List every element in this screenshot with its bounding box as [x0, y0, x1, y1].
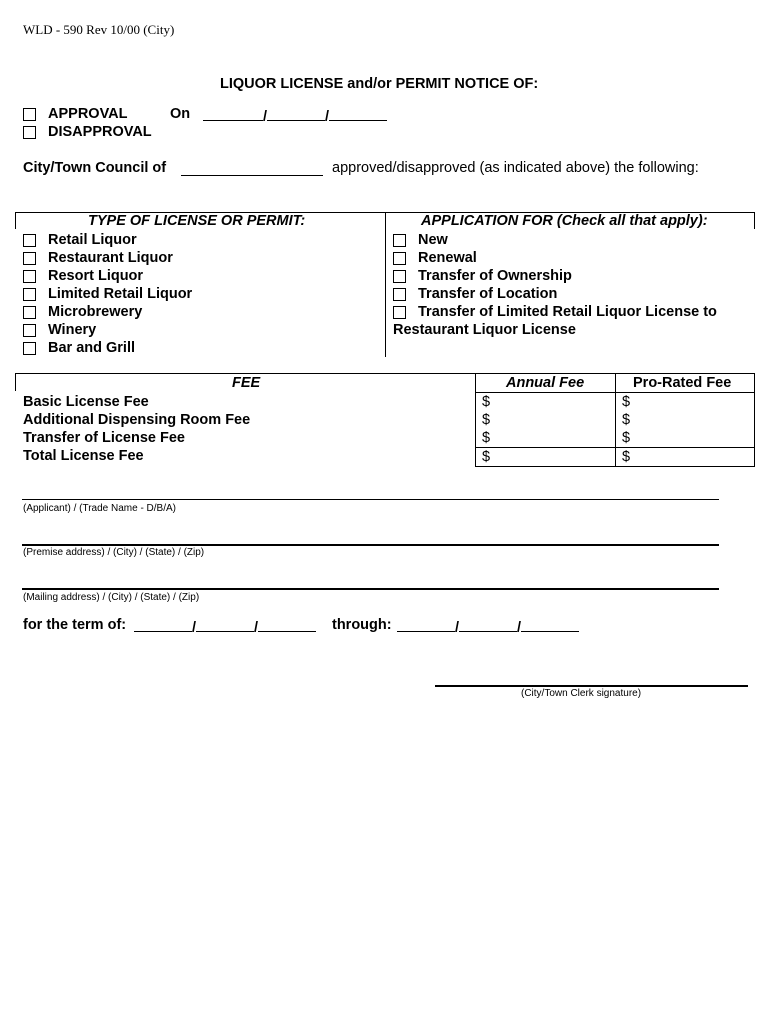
clerk-signature-caption: (City/Town Clerk signature): [521, 688, 642, 699]
fee-row-label: Transfer of License Fee: [23, 430, 185, 446]
prorated-fee-field[interactable]: $: [622, 412, 631, 428]
fee-header-rule: [475, 392, 755, 393]
application-item: Transfer of Limited Retail Liquor License to: [418, 304, 717, 320]
application-item: Transfer of Location: [418, 286, 558, 302]
license-item: Resort Liquor: [48, 268, 144, 284]
fee-top-rule: [15, 373, 755, 374]
fee-row-label: Total License Fee: [23, 448, 144, 464]
on-label: On: [170, 106, 191, 122]
disapproval-label: DISAPPROVAL: [48, 124, 152, 140]
premise-caption: (Premise address) / (City) / (State) / (Zip): [23, 547, 205, 558]
table-right-tick: [754, 212, 755, 229]
application-checkbox[interactable]: [393, 252, 406, 265]
application-checkbox[interactable]: [393, 306, 406, 319]
license-type-header: TYPE OF LICENSE OR PERMIT:: [88, 213, 306, 229]
mailing-address-line[interactable]: [22, 588, 719, 590]
date-separator: /: [192, 620, 197, 636]
annual-fee-field[interactable]: $: [482, 449, 491, 465]
clerk-signature-line[interactable]: [435, 685, 748, 687]
total-row-rule: [475, 447, 755, 448]
license-checkbox[interactable]: [23, 342, 36, 355]
license-item: Limited Retail Liquor: [48, 286, 193, 302]
term-label: for the term of:: [23, 617, 127, 633]
application-for-header: APPLICATION FOR (Check all that apply):: [421, 213, 708, 229]
fee-right-border: [754, 373, 755, 466]
applicant-line[interactable]: [22, 499, 719, 500]
application-item: Renewal: [418, 250, 477, 266]
council-suffix: approved/disapproved (as indicated above) the following:: [332, 160, 699, 176]
fee-divider-2: [615, 373, 616, 466]
term-end-date-field[interactable]: [397, 617, 579, 636]
page-title: LIQUOR LICENSE and/or PERMIT NOTICE OF:: [220, 76, 539, 92]
fee-row-label: Additional Dispensing Room Fee: [23, 412, 251, 428]
license-item: Retail Liquor: [48, 232, 137, 248]
license-item: Bar and Grill: [48, 340, 136, 356]
disapproval-checkbox[interactable]: [23, 126, 36, 139]
application-item: New: [418, 232, 448, 248]
license-item: Winery: [48, 322, 97, 338]
term-start-date-field[interactable]: [134, 617, 316, 636]
prorated-fee-field[interactable]: $: [622, 449, 631, 465]
annual-fee-header: Annual Fee: [506, 375, 585, 391]
prorated-fee-field[interactable]: $: [622, 394, 631, 410]
license-checkbox[interactable]: [23, 288, 36, 301]
through-label: through:: [332, 617, 392, 633]
table-left-tick: [15, 212, 16, 229]
applicant-caption: (Applicant) / (Trade Name - D/B/A): [23, 503, 177, 514]
date-separator: /: [455, 620, 460, 636]
application-item: Transfer of Ownership: [418, 268, 572, 284]
premise-address-line[interactable]: [22, 544, 719, 546]
application-checkbox[interactable]: [393, 270, 406, 283]
mailing-caption: (Mailing address) / (City) / (State) / (Zip): [23, 592, 200, 603]
license-checkbox[interactable]: [23, 252, 36, 265]
application-checkbox[interactable]: [393, 234, 406, 247]
fee-row-label: Basic License Fee: [23, 394, 149, 410]
approval-date-field[interactable]: [203, 106, 387, 125]
annual-fee-field[interactable]: $: [482, 430, 491, 446]
fee-divider-1: [475, 373, 476, 466]
prorated-fee-header: Pro-Rated Fee: [633, 375, 732, 391]
approval-checkbox[interactable]: [23, 108, 36, 121]
license-item: Restaurant Liquor: [48, 250, 173, 266]
column-divider: [385, 212, 386, 357]
annual-fee-field[interactable]: $: [482, 412, 491, 428]
license-checkbox[interactable]: [23, 270, 36, 283]
license-checkbox[interactable]: [23, 324, 36, 337]
form-code: WLD - 590 Rev 10/00 (City): [23, 22, 175, 37]
license-item: Microbrewery: [48, 304, 143, 320]
license-checkbox[interactable]: [23, 306, 36, 319]
date-separator: /: [325, 109, 330, 125]
council-label: City/Town Council of: [23, 160, 167, 176]
date-separator: /: [517, 620, 522, 636]
application-item-continuation: Restaurant Liquor License: [393, 322, 576, 338]
council-name-field[interactable]: [181, 175, 323, 176]
date-separator: /: [254, 620, 259, 636]
annual-fee-field[interactable]: $: [482, 394, 491, 410]
fee-left-tick: [15, 373, 16, 391]
fee-bottom-rule: [475, 466, 755, 467]
license-checkbox[interactable]: [23, 234, 36, 247]
application-checkbox[interactable]: [393, 288, 406, 301]
approval-label: APPROVAL: [48, 106, 128, 122]
date-separator: /: [263, 109, 268, 125]
prorated-fee-field[interactable]: $: [622, 430, 631, 446]
fee-header: FEE: [232, 375, 261, 391]
